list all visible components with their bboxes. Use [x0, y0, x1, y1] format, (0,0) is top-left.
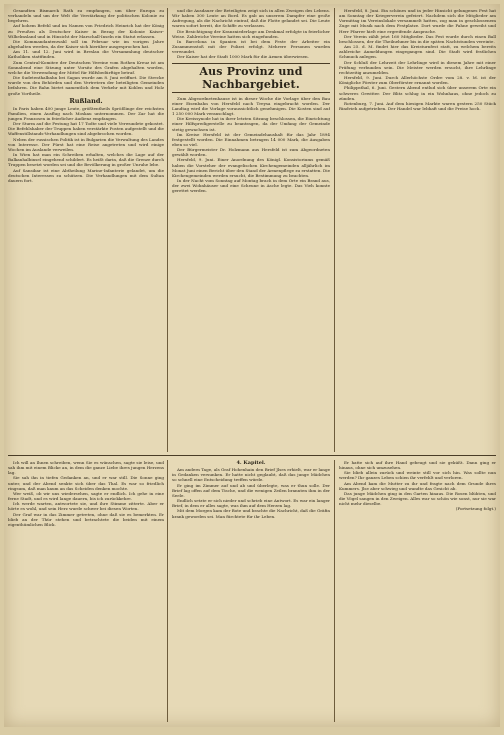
article-paragraph: Hersfeld, 8. Juni. Ein schönes und in jeder Hinsicht gelungenes Fest hat am Sonntag der Kriegerverein gefeiert. Nachdem sich die Mitglieder am Vormittag im Vereinslokale versammelt hatten, zog man in geschlossenem Zuge mit Musik nach dem Festplatze. Dort wurde die Fahne geweiht und Herr Pfarrer hielt eine ergreifende Ansprache.: [339, 8, 496, 34]
article-paragraph: In Wien hat man ein Schreiben erhalten, welches die Lage auf der Balkanhalbinsel eingehend schildert. Es heißt darin, daß die Grenze durch Truppen besetzt worden sei und die Bevölkerung in großer Unruhe lebe.: [8, 152, 164, 168]
feuilleton-column-2: [172, 460, 330, 722]
article-paragraph: Zum Abgeordnetenhause ist in dieser Woche die Vorlage über den Bau einer Eisenbahn von Hersfeld nach Treysa eingebracht worden. Der Landtag wird die Vorlage voraussichtlich genehmigen. Die Kosten sind auf 1 250 000 Mark veranschlagt.: [172, 95, 330, 117]
news-column-2: [172, 8, 330, 454]
story-paragraph: Mit dem Morgen kam der Bote und brachte die Nachricht, daß die Gräfin krank geworden sei. Man fürchtete für ihr Leben.: [172, 508, 330, 519]
article-paragraph: und die Ausdauer der Beteiligten zeigt sich in allen Zweigen des Lebens. Wir haben 300 Leute an Bord. Es gab an unserem Dampfer eine große Aufregung, als die Nachricht eintraf, daß die Flotte gelandet sei. Die Leute waren sofort bereit, die Schiffe zu verlassen.: [172, 8, 330, 29]
article-paragraph: Am 11. und 12. Juni wird in Breslau die Versammlung deutscher Katholiken stattfinden.: [8, 49, 164, 60]
article-paragraph: Gesandten Bismarck Rath zu empfangen, um über Europa zu verhandeln und um der Welt die Verstärkung der politischen Kolonie zu begehren.: [8, 8, 164, 24]
story-paragraph: Am Abend kam die Mutter zu ihr und fragte nach dem Grunde ihres Kummers. Jlse aber schwieg und wandte das Gesicht ab.: [339, 480, 496, 491]
column-divider: [167, 8, 168, 452]
story-paragraph: Wer weiß, ob wir uns wiedersehen, sagte er endlich. Ich gehe in eine ferne Stadt, und es wird lange dauern, bis ich zurückkehre.: [8, 490, 164, 502]
story-paragraph: Endlich setzte er sich nieder und schrieb eine Antwort. Es war ein langer Brief, in dem er alles sagte, was ihm auf dem Herzen lag.: [172, 498, 330, 509]
article-paragraph: Rotenburg, 7. Juni. Auf dem hiesigen Markte waren gestern 250 Stück Rindvieh aufgetrieben. Der Handel war lebhaft und die Preise hoch.: [339, 100, 496, 111]
section-heading-province: Aus Provinz und Nachbargebiet.: [172, 63, 330, 93]
story-paragraph: Das junge Mädchen ging in den Garten hinaus. Die Rosen blühten, und die Vögel sangen in den Zweigen. Alles war so schön wie sonst, nur sie war nicht mehr dieselbe.: [339, 490, 496, 507]
story-paragraph: Ich will an Ihnen schreiben, wenn Sie es wünschen, sagte sie leise, und sah ihm mit einem Blicke an, in dem die ganze Liebe ihres jungen Herzens lag.: [8, 460, 164, 476]
article-paragraph: Auf hohem Befehl und im Namen von Friedrich Heinrich hat der König zu Preußen als Deutscher Kaiser in Bezug der Kolonie Kaiser-Wilhelmsland und in Hinsicht der Marschall-Inseln ein Statut erlassen.: [8, 23, 164, 39]
article-paragraph: Die Kreissynode hat in ihrer letzten Sitzung beschlossen, die Einrichtung einer Hilfspredigerstelle zu beantragen, da der Umfang der Gemeinde stetig gewachsen ist.: [172, 116, 330, 132]
article-paragraph: Neben der russischen Politik ist in Bulgarien die Verwaltung des Landes von Interesse. Der Fürst hat eine Reise angetreten und wird einige Wochen im Auslande verweilen.: [8, 136, 164, 152]
article-paragraph: In Paris haben 400 junge Leute, größtentheils Sprößlinge der reichsten Familien, einen Ausflug nach Moskau unternommen. Der Zar hat die jungen Franzosen in feierlicher Audienz empfangen.: [8, 105, 164, 121]
column-divider: [334, 460, 335, 722]
article-paragraph: Philippsthal, 6. Juni. Gestern Abend entlud sich über unserem Orte ein schweres Gewitter. Der Blitz schlug in ein Wohnhaus, ohne jedoch zu zünden.: [339, 85, 496, 101]
story-continued-note: (Fortsetzung folgt.): [455, 506, 496, 512]
news-column-1: [8, 8, 164, 454]
feuilleton-column-1: [8, 460, 164, 722]
article-paragraph: Im Kreise Hersfeld ist der Gemeindehaushalt für das Jahr 1894 festgestellt worden. Die Einnahmen betragen 14 000 Mark, die Ausgaben eben so viel.: [172, 131, 330, 147]
article-paragraph: In Barcelona in Spanien ist bei dem Feste der Arbeiter ein Zusammenstoß mit der Polizei erfolgt. Mehrere Personen wurden verwundet.: [172, 38, 330, 55]
article-paragraph: Der Kaiser hat der Stadt 1000 Mark für die Armen überwiesen.: [177, 54, 309, 60]
chapter-heading: 4. Kapitel.: [236, 460, 266, 466]
article-paragraph: In der Nacht vom Sonntag auf Montag brach in dem Orte ein Brand aus, der zwei Wohnhäuser und eine Scheune in Asche legte. Das Vieh konnte gerettet werden.: [172, 178, 330, 194]
news-column-3: [339, 8, 496, 454]
story-paragraph: Sie blieb allein zurück und weinte still vor sich hin. Was sollte nun werden? Ihr ganzes Leben schien ihr verfehlt und verloren.: [339, 470, 496, 481]
article-paragraph: Der Schluß der Lehrzeit der Lehrlinge wird in diesem Jahre mit einer Prüfung verbunden sein. Die Meister werden ersucht, ihre Lehrlinge rechtzeitig anzumelden.: [339, 59, 496, 75]
feuilleton-rule: [8, 455, 496, 456]
section-heading-russia: Rußland.: [69, 96, 103, 105]
article-paragraph: Hersfeld, 9. Juni. Einer Anordnung des Königl. Konsistoriums gemäß haben die Vorsteher der evangelischen Kirchengemeinden alljährlich im Monat Juni einen Bericht über den Stand der Armenpflege zu erstatten. Die Kirchengemeinden werden ersucht, die Bestimmung zu beachten.: [172, 157, 330, 178]
newspaper-page: [4, 4, 500, 727]
article-paragraph: Zum Central-Komitee der Deutschen Vereine vom Rothen Kreuz ist am Sonnabend eine Sitzung unter Vorsitz des Grafen abgehalten worden, welche die Verwendung der Mittel für Hilfsbedürftige betraf.: [8, 59, 164, 75]
article-paragraph: Die Kommandantenwahl soll im Februar wie im vorigen Jahre abgehalten werden, da der Kaiser sich hierüber ausgesprochen hat.: [8, 38, 164, 50]
story-paragraph: Ich werde warten, antwortete sie, und ihre Stimme zitterte. Aber er hörte es wohl, und sein Herz wurde schwer bei diesen Worten.: [8, 501, 164, 512]
article-paragraph: Auf Sansibar ist eine Abtheilung Marine-Infanterie gelandet, um die deutschen Interessen zu schützen. Die Verhandlungen mit dem Sultan dauern fort.: [8, 167, 164, 183]
article-paragraph: Die Besichtigung der Kranzniederlage am Denkmal erfolgte in feierlicher Weise. Zahlreiche Vereine hatten sich eingefunden.: [172, 28, 330, 39]
article-paragraph: Der Sturm auf die Festung hat 17 Todte und viele Verwundete gekostet. Die Befehlshaber der Truppen haben verstärkte Posten aufgestellt und die Waffenstillstands-Verhandlungen sind abgebrochen worden.: [8, 121, 164, 137]
column-divider: [167, 460, 168, 722]
story-paragraph: Er hatte sich auf ihre Hand gebeugt und sie geküßt. Dann ging er hinaus, ohne sich umzusehen.: [339, 460, 496, 471]
article-paragraph: Der Verein zählt jetzt 160 Mitglieder. Das Fest wurde durch einen Ball beschlossen, der die Theilnehmer bis in die späten Nachtstunden vereinte.: [339, 33, 496, 44]
story-paragraph: Am andern Tage, als Graf Hohenhain den Brief Jlses erhielt, war er lange in Gedanken versunken. Er hatte nicht geglaubt, daß das junge Mädchen so schnell eine Entscheidung treffen würde.: [172, 467, 330, 483]
story-paragraph: Er ging im Zimmer auf und ab und überlegte, was er thun solle. Der Brief lag offen auf dem Tische, und die wenigen Zeilen brannten ihm in der Seele.: [172, 482, 330, 498]
article-paragraph: Hersfeld, 9. Juni. Durch Allerhöchste Ordre vom 28. v. M. ist der Königliche Förster zum Oberförster ernannt worden.: [339, 75, 496, 86]
article-paragraph: Die Sudetenthalbahn bei Sagan wurde am 8. Juni eröffnet. Die Strecke wurde von den Behörden und den Vertretern der beteiligten Gemeinden befahren. Die Bahn bietet namentlich dem Verkehr mit Kohlen und Holz große Vortheile.: [8, 75, 164, 96]
article-paragraph: Am 25. d. M. findet hier das Kreisturnfest statt, zu welchem bereits zahlreiche Anmeldungen eingegangen sind. Die Stadt wird festlichen Schmuck anlegen.: [339, 44, 496, 60]
story-paragraph: Sie sah ihn in tiefen Gedanken an, und er war still. Die Sonne ging unter, und der Abend senkte sich über das Thal. Es war so friedlich ringsum, daß man kaum an das Scheiden denken mochte.: [8, 475, 164, 491]
feuilleton-column-3: [339, 460, 496, 722]
article-paragraph: Der Bürgermeister Dr. Holzmann aus Hersfeld ist zum Abgeordneten gewählt worden.: [172, 147, 330, 158]
story-paragraph: Der Graf war in das Zimmer getreten, ohne daß sie es bemerkten. Er blieb an der Thür stehen und betrachtete die beiden mit einem eigenthümlichen Blick.: [8, 511, 164, 527]
column-divider: [334, 8, 335, 452]
